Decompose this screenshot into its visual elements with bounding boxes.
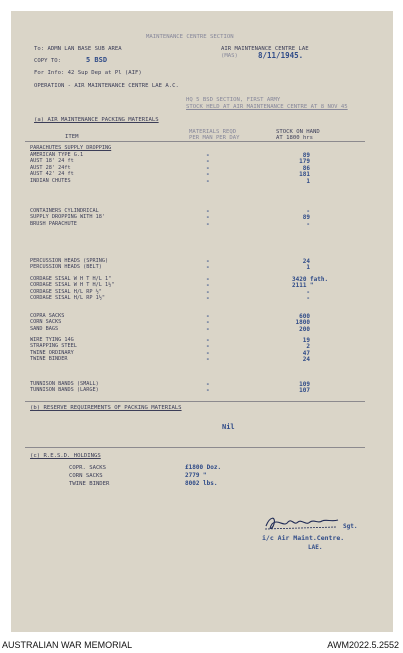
subject-line-1: HQ 5 BSD SECTION, FIRST ARMY: [186, 97, 281, 103]
document-date: 8/11/1945.: [258, 51, 304, 60]
item-label: CORDAGE SISAL W H T H/L 1": [30, 276, 112, 282]
archive-footer: [0, 638, 403, 653]
required-dash: -: [206, 220, 210, 228]
stock-value: 3420 fath.: [292, 276, 329, 283]
item-label: AUST 28' 24ft: [30, 164, 71, 171]
item-label: TWINE BINDER: [30, 356, 68, 363]
to-line: To: ADMN LAN BASE SUB AREA: [34, 46, 122, 52]
required-dash: -: [206, 319, 210, 327]
item-label: TUNNISON BANDS (SMALL): [30, 381, 99, 387]
section-b-end-rule: [25, 447, 365, 448]
item-label: PERCUSSION HEADS (BELT): [30, 264, 102, 271]
stock-value: 109: [299, 381, 310, 388]
item-label: BRUSH PARACHUTE: [30, 220, 77, 227]
column-stock-header-2: AT 1800 hrs: [276, 135, 314, 141]
required-dash: -: [206, 208, 210, 215]
item-label: SAND BAGS: [30, 325, 59, 332]
required-dash: -: [206, 381, 210, 388]
stock-value: -: [306, 288, 310, 296]
stock-value: 19: [302, 337, 310, 344]
faint-top-heading: MAINTENANCE CENTRE SECTION: [146, 34, 234, 40]
stock-value: 1: [306, 264, 310, 272]
required-dash: -: [206, 343, 210, 351]
item-label: COPRA SACKS: [30, 313, 65, 319]
section-c-value: 2779 ": [185, 472, 207, 479]
required-dash: -: [206, 337, 210, 344]
column-item-header: ITEM: [65, 134, 79, 140]
footer-right: AWM2022.5.2552: [327, 640, 399, 650]
required-dash: -: [206, 214, 210, 222]
item-label: PERCUSSION HEADS (SPRING): [30, 258, 109, 264]
stock-value: 1: [306, 177, 310, 185]
column-header-rule: [25, 141, 365, 142]
required-dash: -: [206, 325, 210, 333]
required-dash: -: [206, 152, 210, 159]
required-dash: -: [206, 313, 210, 320]
stock-value: 89: [302, 214, 310, 222]
item-label: CORN SACKS: [30, 319, 62, 326]
item-label: TWINE ORDINARY: [30, 349, 74, 356]
stock-value: 24: [302, 258, 310, 265]
stock-value: 107: [299, 387, 310, 395]
group-title: PARACHUTES SUPPLY DROPPING: [30, 145, 112, 151]
required-dash: -: [206, 164, 210, 172]
stock-value: 89: [302, 152, 310, 159]
section-c-value: £1800 Doz.: [185, 464, 222, 471]
stock-value: -: [306, 208, 310, 215]
required-dash: -: [206, 387, 210, 395]
stock-value: 47: [302, 349, 310, 357]
section-c-label: COPR. SACKS: [69, 465, 107, 471]
item-label: CORDAGE SISAL H/L RP 1½": [30, 295, 105, 302]
required-dash: -: [206, 177, 210, 185]
copy-to-label: COPY TO:: [34, 58, 61, 64]
section-a-end-rule: [25, 401, 365, 402]
required-dash: -: [206, 282, 210, 290]
item-label: STRAPPING STEEL: [30, 343, 77, 350]
from-unit: AIR MAINTENANCE CENTRE LAE: [221, 46, 309, 52]
for-info-line: For Info: 42 Sup Dep at Pl (AIF): [34, 70, 142, 76]
signature-line-1: i/c Air Maint.Centre.: [262, 534, 345, 542]
item-label: CORDAGE SISAL W H T H/L 1½": [30, 282, 115, 289]
required-dash: -: [206, 264, 210, 272]
section-c-label: TWINE BINDER: [69, 481, 110, 487]
stock-value: 2: [306, 343, 310, 351]
handwritten-signature: [262, 512, 342, 534]
stock-value: 179: [299, 158, 310, 166]
required-dash: -: [206, 276, 210, 283]
stock-value: -: [306, 220, 310, 228]
item-label: CORDAGE SISAL H/L RP ½": [30, 288, 102, 295]
section-b-value: Nil: [222, 423, 235, 431]
column-required-header-2: PER MAN PER DAY: [189, 135, 240, 141]
item-label: WIRE TYING 14G: [30, 337, 74, 343]
stock-value: 200: [299, 325, 310, 333]
subject-line-2: STOCK HELD AT AIR MAINTENANCE CENTRE AT 8 NOV 45: [186, 104, 348, 110]
signature-rank: Sgt.: [343, 523, 358, 530]
item-label: AUST 18' 24 ft: [30, 158, 74, 165]
column-required-header-1: MATERIALS REQD: [189, 129, 237, 135]
column-stock-header-1: STOCK ON HAND: [276, 129, 320, 135]
operation-line: OPERATION - AIR MAINTENANCE CENTRE LAE A.C.: [34, 83, 179, 89]
required-dash: -: [206, 158, 210, 166]
stock-value: 86: [302, 164, 310, 172]
section-c-value: 8002 lbs.: [185, 480, 218, 487]
signature-line-2: LAE.: [308, 544, 323, 551]
required-dash: -: [206, 171, 210, 179]
footer-left: AUSTRALIAN WAR MEMORIAL: [2, 640, 133, 650]
section-a-heading: (a) AIR MAINTENANCE PACKING MATERIALS: [34, 117, 159, 123]
from-sub: (MAS): [221, 53, 238, 59]
stock-value: 24: [302, 356, 310, 364]
item-label: AUST 42' 24 ft: [30, 171, 74, 178]
stock-value: -: [306, 295, 310, 303]
required-dash: -: [206, 295, 210, 303]
item-label: AMERICAN TYPE G.1: [30, 152, 84, 158]
section-c-label: CORN SACKS: [69, 473, 103, 479]
copy-to-value: 5 BSD: [86, 56, 108, 64]
stock-value: 181: [299, 171, 310, 179]
stock-value: 2111 ": [292, 282, 314, 290]
item-label: INDIAN CHUTES: [30, 177, 71, 184]
item-label: CONTAINERS CYLINDRICAL: [30, 208, 99, 214]
required-dash: -: [206, 356, 210, 364]
section-c-heading: (c) R.E.S.D. HOLDINGS: [30, 453, 101, 459]
required-dash: -: [206, 258, 210, 265]
required-dash: -: [206, 349, 210, 357]
stock-value: 1800: [295, 319, 310, 327]
stock-value: 600: [299, 313, 310, 320]
item-label: SUPPLY DROPPING WITH 18': [30, 214, 105, 221]
item-label: TUNNISON BANDS (LARGE): [30, 387, 99, 394]
section-b-heading: (b) RESERVE REQUIREMENTS OF PACKING MATERIALS: [30, 405, 182, 411]
required-dash: -: [206, 288, 210, 296]
